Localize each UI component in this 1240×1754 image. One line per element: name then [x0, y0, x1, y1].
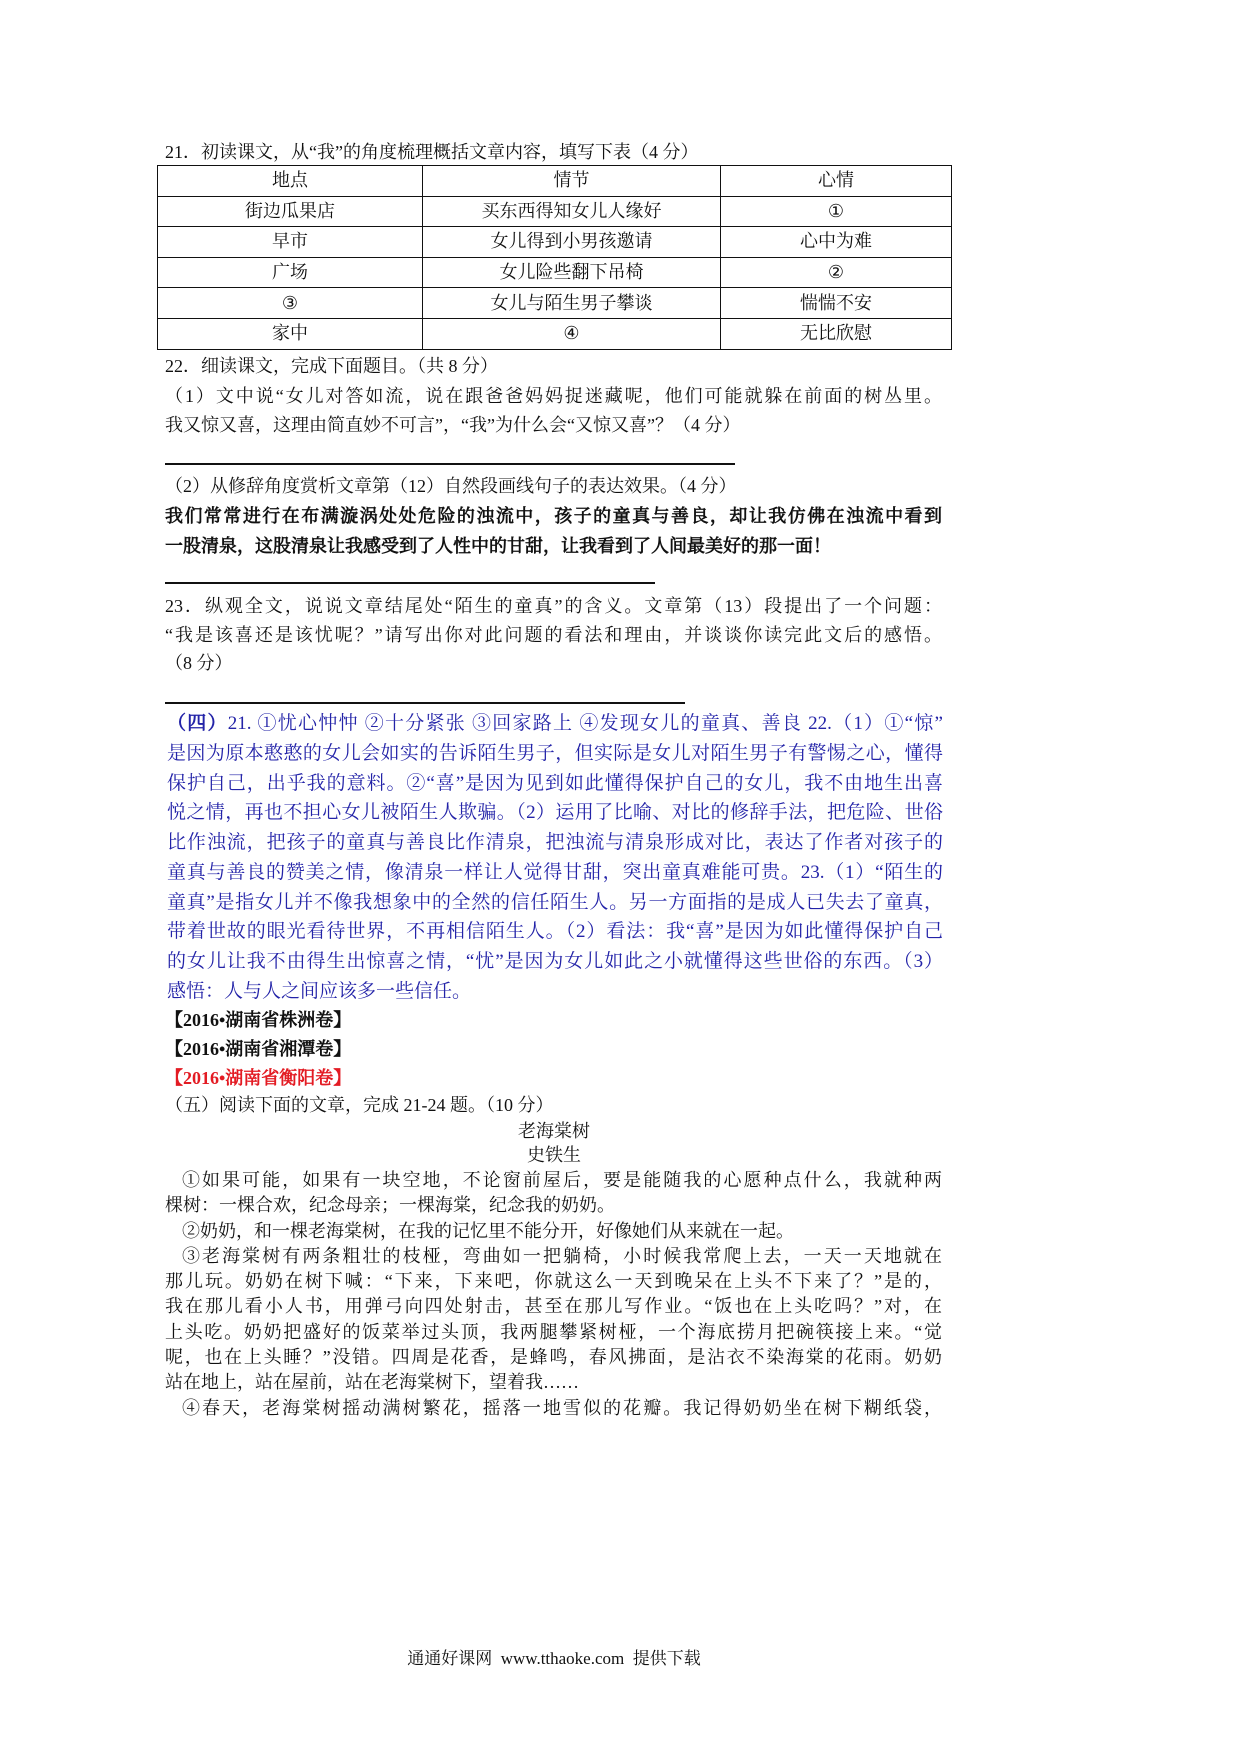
- table-cell: ④: [423, 318, 721, 349]
- q22-part1-line: （1）文中说“女儿对答如流，说在跟爸爸妈妈捉迷藏呢，他们可能就躲在前面的树丛里。: [165, 386, 942, 406]
- answer-line: 感悟：人与人之间应该多一些信任。: [167, 981, 472, 1002]
- q22-heading: 22．细读课文，完成下面题目。（共 8 分）: [165, 356, 498, 376]
- passage-line: 上头吃。奶奶把盛好的饭菜举过头顶，我两腿攀紧树桠，一个海底捞月把碗筷接上来。“觉: [165, 1322, 942, 1342]
- table-row: [158, 257, 952, 288]
- table-cell: 早市: [158, 227, 423, 258]
- table-cell: 无比欣慰: [721, 318, 952, 349]
- q22-part2-prompt: （2）从修辞角度赏析文章第（12）自然段画线句子的表达效果。（4 分）: [165, 476, 737, 496]
- answer-blank-line: [165, 702, 685, 704]
- q22-quoted-sentence: 我们常常进行在布满漩涡处处危险的浊流中，孩子的童真与善良，却让我仿佛在浊流中看到: [165, 506, 942, 526]
- answer-label: （四）: [167, 713, 228, 734]
- table-header-cell: 情节: [423, 166, 721, 197]
- answer-line: 带着世故的眼光看待世界，不再相信陌生人。（2）看法：我“喜”是因为如此懂得保护自己: [167, 921, 943, 942]
- answer-line: 的女儿让我不由得生出惊喜之情，“忧”是因为女儿如此之小就懂得这些世俗的东西。（3）: [167, 951, 943, 972]
- table-cell: ②: [721, 257, 952, 288]
- table-row: [158, 288, 952, 319]
- table-header-row: [158, 166, 952, 197]
- table-row: [158, 196, 952, 227]
- answer-blank-line: [165, 582, 655, 584]
- passage-line: ④春天，老海棠树摇动满树繁花，摇落一地雪似的花瓣。我记得奶奶坐在树下糊纸袋，: [182, 1398, 942, 1418]
- q22-part1-line: 我又惊又喜，这理由简直妙不可言”，“我”为什么会“又惊又喜”？（4 分）: [165, 415, 741, 435]
- page-footer: 通通好课网 www.tthaoke.com 提供下载: [407, 1649, 701, 1668]
- passage-line: 我在那儿看小人书，用弹弓向四处射击，甚至在那儿写作业。“饭也在上头吃吗？”对，在: [165, 1296, 942, 1316]
- table-cell: 买东西得知女儿人缘好: [423, 196, 721, 227]
- q23-line: 23．纵观全文，说说文章结尾处“陌生的童真”的含义。文章第（13）段提出了一个问题：: [165, 596, 942, 616]
- table-cell: 女儿险些翻下吊椅: [423, 257, 721, 288]
- passage-author: 史铁生: [527, 1145, 581, 1165]
- table-row: [158, 227, 952, 258]
- answer-line: 比作浊流，把孩子的童真与善良比作清泉，把浊流与清泉形成对比，表达了作者对孩子的: [167, 832, 943, 853]
- table-cell: 家中: [158, 318, 423, 349]
- answer-blank-line: [165, 463, 735, 465]
- answer-line: 悦之情，再也不担心女儿被陌生人欺骗。（2）运用了比喻、对比的修辞手法，把危险、世俗: [167, 802, 943, 823]
- source-label: 【2016•湖南省株洲卷】: [165, 1010, 352, 1030]
- passage-line: ②奶奶，和一棵老海棠树，在我的记忆里不能分开，好像她们从来就在一起。: [182, 1221, 794, 1241]
- passage-line: 那儿玩。奶奶在树下喊：“下来，下来吧，你就这么一天到晚呆在上头不下来了？”是的，: [165, 1271, 942, 1291]
- answer-line: 保护自己，出乎我的意料。②“喜”是因为见到如此懂得保护自己的女儿，我不由地生出喜: [167, 773, 943, 794]
- table-cell: ①: [721, 196, 952, 227]
- answer-line: [167, 709, 943, 739]
- passage-title: 老海棠树: [518, 1121, 590, 1141]
- q21-prompt: 21．初读课文，从“我”的角度梳理概括文章内容，填写下表（4 分）: [165, 142, 699, 162]
- table-cell: 心中为难: [721, 227, 952, 258]
- answer-text: 21. ①忧心忡忡 ②十分紧张 ③回家路上 ④发现女儿的童真、善良 22.（1）①“惊”: [227, 713, 943, 734]
- reading-heading: （五）阅读下面的文章，完成 21-24 题。（10 分）: [165, 1095, 554, 1115]
- passage-line: ①如果可能，如果有一块空地，不论窗前屋后，要是能随我的心愿种点什么，我就种两: [182, 1170, 942, 1190]
- table-header-cell: 心情: [721, 166, 952, 197]
- table-cell: 女儿与陌生男子攀谈: [423, 288, 721, 319]
- q21-table: [157, 165, 952, 350]
- answer-line: 是因为原本憨憨的女儿会如实的告诉陌生男子，但实际是女儿对陌生男子有警惕之心，懂得: [167, 743, 943, 764]
- answer-line: 童真”是指女儿并不像我想象中的全然的信任陌生人。另一方面指的是成人已失去了童真，: [167, 892, 943, 913]
- table-header-cell: 地点: [158, 166, 423, 197]
- source-label: 【2016•湖南省湘潭卷】: [165, 1039, 352, 1059]
- q23-points: （8 分）: [165, 653, 233, 673]
- passage-line: ③老海棠树有两条粗壮的枝桠，弯曲如一把躺椅，小时候我常爬上去，一天一天地就在: [182, 1246, 942, 1266]
- table-cell: 广场: [158, 257, 423, 288]
- table-row: [158, 318, 952, 349]
- table-cell: 惴惴不安: [721, 288, 952, 319]
- answer-line: 童真与善良的赞美之情，像清泉一样让人觉得甘甜，突出童真难能可贵。23.（1）“陌生的: [167, 862, 943, 883]
- q22-quoted-sentence: 一股清泉，这股清泉让我感受到了人性中的甘甜，让我看到了人间最美好的那一面！: [165, 536, 831, 556]
- passage-line: 站在地上，站在屋前，站在老海棠树下，望着我……: [165, 1372, 579, 1392]
- table-cell: ③: [158, 288, 423, 319]
- passage-line: 棵树：一棵合欢，纪念母亲；一棵海棠，纪念我的奶奶。: [165, 1195, 615, 1215]
- table-cell: 女儿得到小男孩邀请: [423, 227, 721, 258]
- q23-line: “我是该喜还是该忧呢？”请写出你对此问题的看法和理由，并谈谈你读完此文后的感悟。: [165, 625, 942, 645]
- source-label-highlighted: 【2016•湖南省衡阳卷】: [165, 1068, 352, 1088]
- table-cell: 街边瓜果店: [158, 196, 423, 227]
- passage-line: 呢，也在上头睡？”没错。四周是花香，是蜂鸣，春风拂面，是沾衣不染海棠的花雨。奶奶: [165, 1347, 942, 1367]
